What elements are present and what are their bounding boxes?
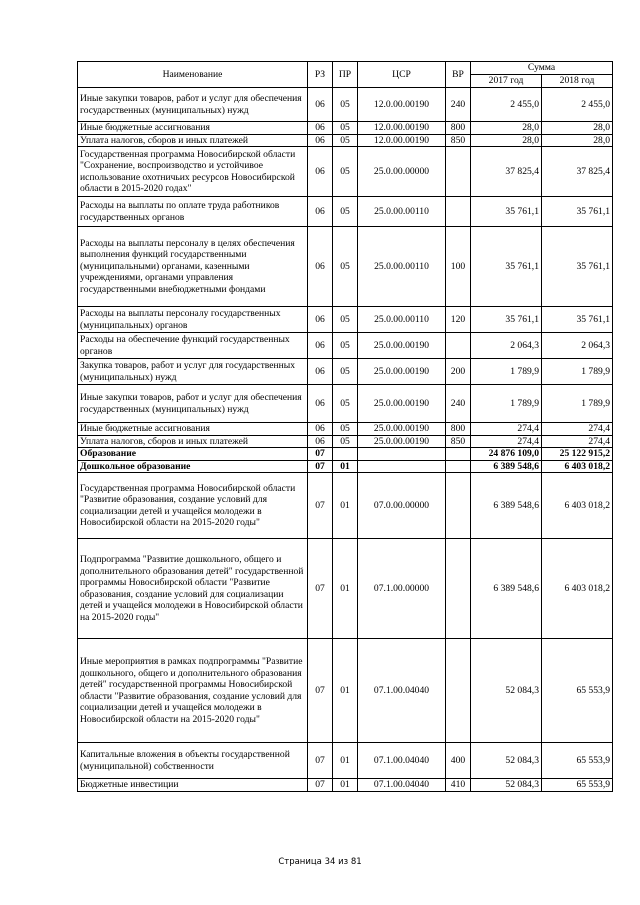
row-vr: 800	[446, 423, 471, 436]
row-rz: 06	[308, 122, 333, 135]
row-rz: 06	[308, 227, 333, 307]
row-pr: 05	[333, 423, 358, 436]
row-sum-2018: 2 455,0	[542, 88, 613, 122]
row-name: Расходы на выплаты персоналу государственных (муниципальных) органов	[78, 307, 308, 333]
row-sum-2018: 6 403 018,2	[542, 539, 613, 639]
row-vr	[446, 473, 471, 539]
row-rz: 07	[308, 779, 333, 792]
row-sum-2018: 28,0	[542, 122, 613, 135]
row-pr	[333, 448, 358, 461]
header-2017: 2017 год	[471, 75, 542, 88]
row-vr: 850	[446, 435, 471, 448]
row-vr: 200	[446, 359, 471, 385]
row-sum-2017: 6 389 548,6	[471, 460, 542, 473]
row-csr	[358, 460, 446, 473]
row-csr: 25.0.00.00190	[358, 435, 446, 448]
row-pr: 05	[333, 435, 358, 448]
row-csr: 25.0.00.00110	[358, 227, 446, 307]
row-pr: 01	[333, 539, 358, 639]
row-sum-2017: 37 825,4	[471, 147, 542, 197]
table-row	[78, 134, 613, 147]
table-row	[78, 435, 613, 448]
row-sum-2017: 28,0	[471, 122, 542, 135]
row-rz: 06	[308, 435, 333, 448]
row-rz: 07	[308, 460, 333, 473]
row-sum-2018: 65 553,9	[542, 743, 613, 779]
table-row	[78, 539, 613, 639]
table-row	[78, 88, 613, 122]
row-sum-2018: 274,4	[542, 435, 613, 448]
row-name: Государственная программа Новосибирской области "Развитие образования, создание условий для социализации детей и учащейся молодежи в Новосибирской области на 2015-2020 годы"	[78, 473, 308, 539]
row-rz: 06	[308, 147, 333, 197]
row-name: Иные бюджетные ассигнования	[78, 423, 308, 436]
row-name: Бюджетные инвестиции	[78, 779, 308, 792]
row-sum-2017: 28,0	[471, 134, 542, 147]
row-name: Дошкольное образование	[78, 460, 308, 473]
row-csr: 25.0.00.00110	[358, 197, 446, 227]
row-rz: 07	[308, 539, 333, 639]
row-name: Капитальные вложения в объекты государственной (муниципальной) собственности	[78, 743, 308, 779]
table-row	[78, 359, 613, 385]
header-sum: Сумма	[471, 62, 613, 75]
table-row	[78, 779, 613, 792]
table-row	[78, 448, 613, 461]
row-rz: 06	[308, 359, 333, 385]
row-csr: 07.0.00.00000	[358, 473, 446, 539]
row-sum-2018: 28,0	[542, 134, 613, 147]
row-sum-2018: 35 761,1	[542, 307, 613, 333]
row-vr	[446, 333, 471, 359]
budget-table	[77, 61, 613, 792]
header-pr: ПР	[333, 62, 358, 88]
header-csr: ЦСР	[358, 62, 446, 88]
table-row	[78, 743, 613, 779]
row-pr: 05	[333, 307, 358, 333]
row-csr: 25.0.00.00190	[358, 359, 446, 385]
row-sum-2017: 52 084,3	[471, 639, 542, 743]
row-sum-2018: 35 761,1	[542, 197, 613, 227]
row-pr: 05	[333, 197, 358, 227]
row-rz: 06	[308, 88, 333, 122]
row-pr: 01	[333, 743, 358, 779]
row-sum-2017: 6 389 548,6	[471, 539, 542, 639]
row-sum-2017: 35 761,1	[471, 227, 542, 307]
row-csr: 07.1.00.00000	[358, 539, 446, 639]
row-csr: 07.1.00.04040	[358, 779, 446, 792]
row-vr: 850	[446, 134, 471, 147]
table-row	[78, 122, 613, 135]
row-name: Закупка товаров, работ и услуг для государственных (муниципальных) нужд	[78, 359, 308, 385]
row-sum-2018: 1 789,9	[542, 385, 613, 423]
row-sum-2018: 65 553,9	[542, 639, 613, 743]
row-pr: 05	[333, 359, 358, 385]
row-vr	[446, 197, 471, 227]
row-csr	[358, 448, 446, 461]
row-rz: 06	[308, 134, 333, 147]
row-name: Иные закупки товаров, работ и услуг для обеспечения государственных (муниципальных) нужд	[78, 385, 308, 423]
table-row	[78, 147, 613, 197]
row-sum-2017: 1 789,9	[471, 359, 542, 385]
row-csr: 12.0.00.00190	[358, 88, 446, 122]
row-rz: 07	[308, 448, 333, 461]
row-csr: 25.0.00.00190	[358, 423, 446, 436]
row-rz: 06	[308, 197, 333, 227]
row-sum-2017: 2 455,0	[471, 88, 542, 122]
row-vr: 410	[446, 779, 471, 792]
row-rz: 07	[308, 473, 333, 539]
row-pr: 05	[333, 385, 358, 423]
row-sum-2017: 24 876 109,0	[471, 448, 542, 461]
row-name: Образование	[78, 448, 308, 461]
row-vr	[446, 639, 471, 743]
row-rz: 07	[308, 639, 333, 743]
row-csr: 25.0.00.00190	[358, 385, 446, 423]
table-row	[78, 385, 613, 423]
row-pr: 05	[333, 122, 358, 135]
row-sum-2018: 6 403 018,2	[542, 460, 613, 473]
row-vr: 400	[446, 743, 471, 779]
table-header	[78, 62, 613, 88]
row-sum-2017: 35 761,1	[471, 307, 542, 333]
table-body	[78, 88, 613, 792]
row-sum-2017: 1 789,9	[471, 385, 542, 423]
row-csr: 25.0.00.00190	[358, 333, 446, 359]
table-row	[78, 333, 613, 359]
row-vr	[446, 460, 471, 473]
row-name: Расходы на обеспечение функций государственных органов	[78, 333, 308, 359]
row-pr: 05	[333, 147, 358, 197]
row-sum-2017: 52 084,3	[471, 779, 542, 792]
row-name: Расходы на выплаты персоналу в целях обеспечения выполнения функций государственными (муниципальными) органами, казенными учреждениями, органами управления государственными внебюджетными фондами	[78, 227, 308, 307]
header-vr: ВР	[446, 62, 471, 88]
row-rz: 06	[308, 333, 333, 359]
row-sum-2017: 52 084,3	[471, 743, 542, 779]
row-sum-2018: 37 825,4	[542, 147, 613, 197]
table-row	[78, 307, 613, 333]
table-row	[78, 197, 613, 227]
table-row	[78, 423, 613, 436]
row-sum-2017: 2 064,3	[471, 333, 542, 359]
row-sum-2017: 274,4	[471, 435, 542, 448]
row-vr: 240	[446, 88, 471, 122]
row-pr: 01	[333, 779, 358, 792]
row-sum-2018: 25 122 915,2	[542, 448, 613, 461]
row-pr: 01	[333, 473, 358, 539]
row-rz: 06	[308, 385, 333, 423]
row-name: Иные закупки товаров, работ и услуг для обеспечения государственных (муниципальных) нужд	[78, 88, 308, 122]
row-rz: 06	[308, 307, 333, 333]
row-name: Расходы на выплаты по оплате труда работников государственных органов	[78, 197, 308, 227]
row-vr: 240	[446, 385, 471, 423]
row-csr: 12.0.00.00190	[358, 122, 446, 135]
row-vr	[446, 147, 471, 197]
row-vr	[446, 448, 471, 461]
row-csr: 25.0.00.00000	[358, 147, 446, 197]
row-sum-2017: 6 389 548,6	[471, 473, 542, 539]
page-number: Страница 34 из 81	[278, 857, 362, 867]
row-sum-2018: 1 789,9	[542, 359, 613, 385]
row-sum-2018: 35 761,1	[542, 227, 613, 307]
row-pr: 05	[333, 227, 358, 307]
row-pr: 05	[333, 134, 358, 147]
header-rz: РЗ	[308, 62, 333, 88]
row-vr: 100	[446, 227, 471, 307]
table-row	[78, 460, 613, 473]
row-csr: 12.0.00.00190	[358, 134, 446, 147]
row-sum-2018: 65 553,9	[542, 779, 613, 792]
row-pr: 05	[333, 333, 358, 359]
table-row	[78, 473, 613, 539]
row-sum-2018: 2 064,3	[542, 333, 613, 359]
row-csr: 07.1.00.04040	[358, 743, 446, 779]
row-name: Государственная программа Новосибирской области "Сохранение, воспроизводство и устойчивое использование охотничьих ресурсов Новосибирской области в 2015-2020 годах"	[78, 147, 308, 197]
row-csr: 07.1.00.04040	[358, 639, 446, 743]
row-vr: 800	[446, 122, 471, 135]
row-vr: 120	[446, 307, 471, 333]
row-rz: 07	[308, 743, 333, 779]
row-pr: 05	[333, 88, 358, 122]
row-name: Иные мероприятия в рамках подпрограммы "Развитие дошкольного, общего и дополнительного образования детей" государственной программы Новосибирской области "Развитие образования, создание условий для социализации детей и учащейся молодежи в Новосибирской области на 2015-2020 годы"	[78, 639, 308, 743]
row-name: Уплата налогов, сборов и иных платежей	[78, 134, 308, 147]
row-rz: 06	[308, 423, 333, 436]
row-sum-2018: 6 403 018,2	[542, 473, 613, 539]
row-sum-2017: 35 761,1	[471, 197, 542, 227]
row-pr: 01	[333, 460, 358, 473]
header-name: Наименование	[78, 62, 308, 88]
row-vr	[446, 539, 471, 639]
row-name: Подпрограмма "Развитие дошкольного, общего и дополнительного образования детей" государственной программы Новосибирской области "Развитие образования, создание условий для социализации детей и учащейся молодежи в Новосибирской области на 2015-2020 годы"	[78, 539, 308, 639]
row-sum-2017: 274,4	[471, 423, 542, 436]
row-sum-2018: 274,4	[542, 423, 613, 436]
row-csr: 25.0.00.00110	[358, 307, 446, 333]
header-2018: 2018 год	[542, 75, 613, 88]
table-row	[78, 227, 613, 307]
row-pr: 01	[333, 639, 358, 743]
row-name: Иные бюджетные ассигнования	[78, 122, 308, 135]
row-name: Уплата налогов, сборов и иных платежей	[78, 435, 308, 448]
table-row	[78, 639, 613, 743]
